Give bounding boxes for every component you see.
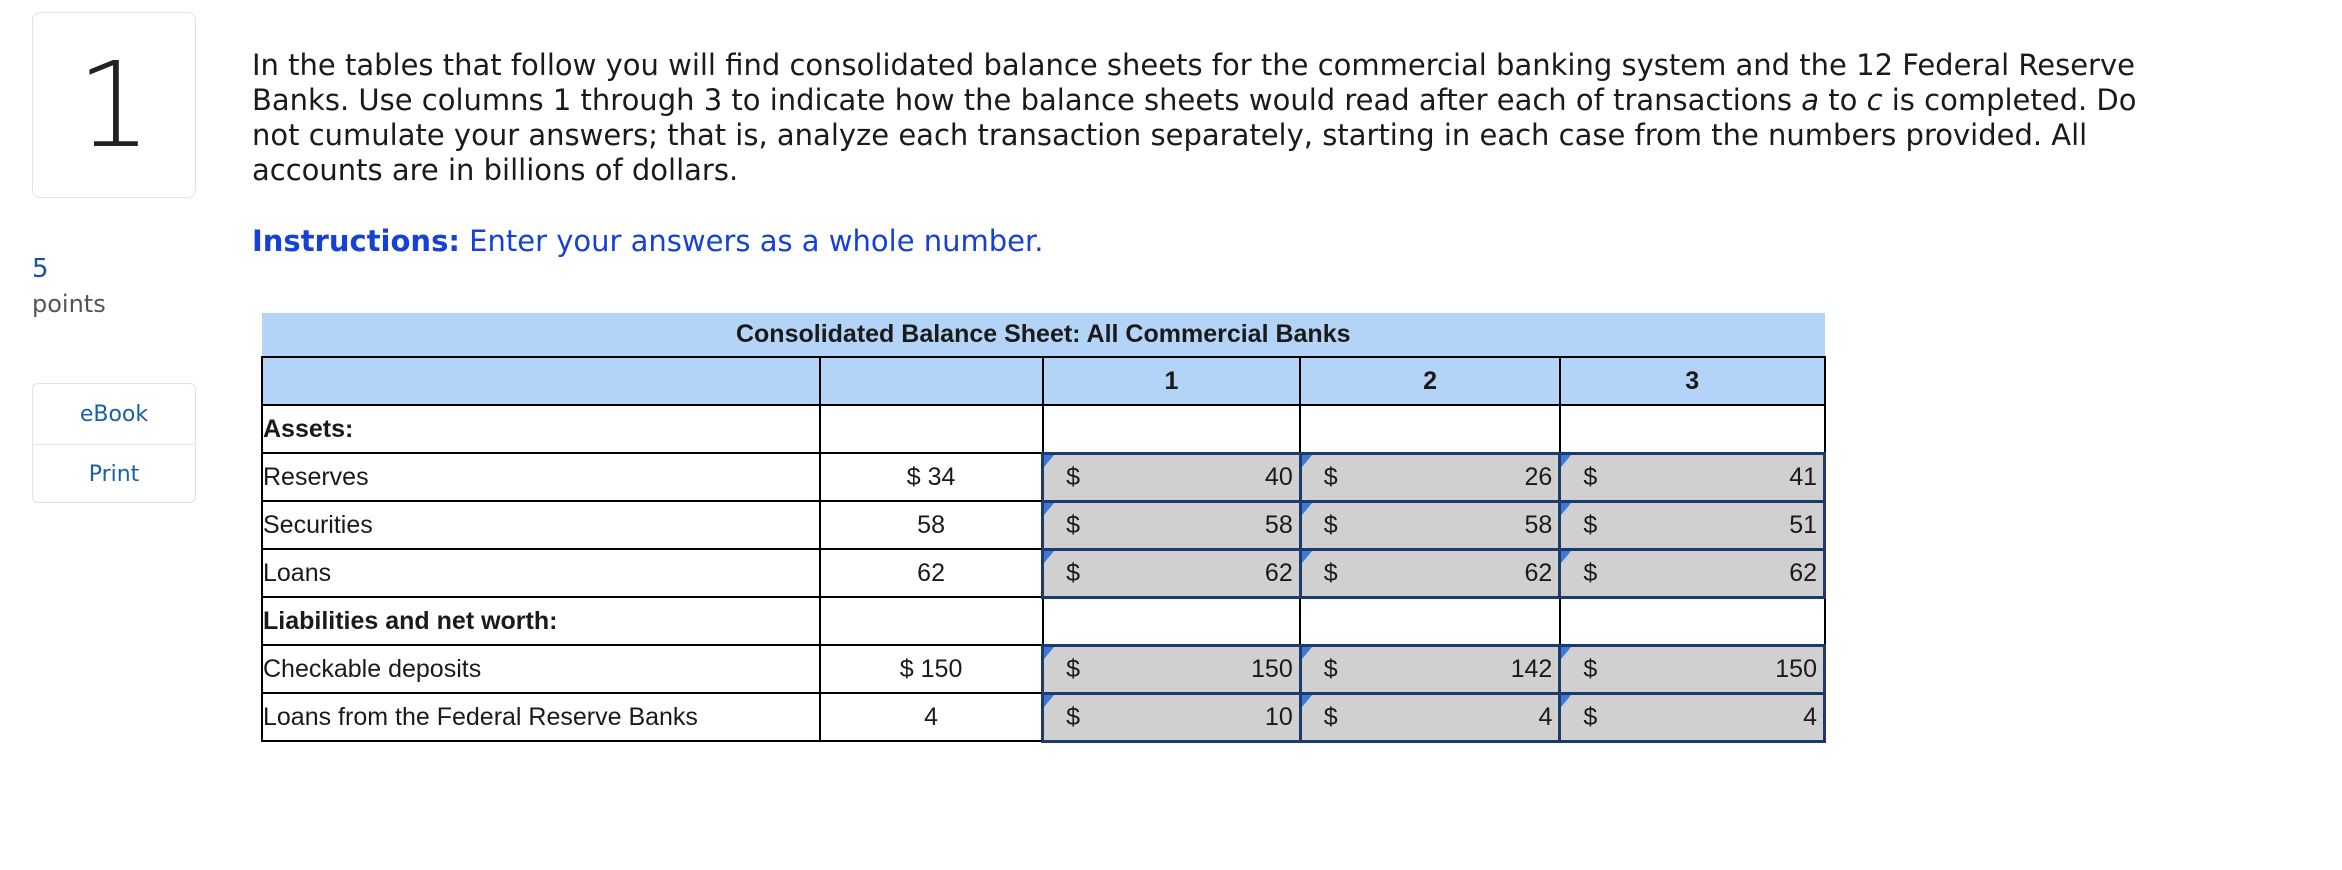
dollar-sign: $ — [1066, 654, 1081, 683]
answer-input-fed-loans-3[interactable] — [1560, 693, 1825, 741]
assets-section-row — [262, 405, 1825, 453]
answer-input-fed-loans-2[interactable] — [1300, 693, 1560, 741]
answer-input-reserves-3[interactable] — [1560, 453, 1825, 501]
flag-icon — [1561, 647, 1571, 659]
given-value: $ 34 — [820, 453, 1043, 501]
answer-value: 4 — [1538, 702, 1553, 731]
empty-cell — [1043, 405, 1301, 453]
question-number: 1 — [76, 36, 152, 174]
answer-value: 62 — [1789, 558, 1817, 587]
answer-value: 142 — [1510, 654, 1553, 683]
answer-input-securities-2[interactable] — [1300, 501, 1560, 549]
answer-value: 40 — [1264, 462, 1293, 491]
assets-label: Assets: — [262, 405, 820, 453]
dollar-sign: $ — [1323, 558, 1338, 587]
answer-input-loans-3[interactable] — [1560, 549, 1825, 597]
column-header-1: 1 — [1043, 357, 1301, 405]
answer-value: 26 — [1524, 462, 1553, 491]
question-text-part-3: is completed. Do not cumulate your answers; that is, analyze each transaction separately, starting in each case from the numbers provided. All accounts are in billions of dollars. — [252, 83, 2137, 187]
question-text-part-2: to — [1819, 83, 1867, 117]
dollar-sign: $ — [1323, 654, 1338, 683]
flag-icon — [1561, 695, 1571, 707]
given-value: 58 — [820, 501, 1043, 549]
liabilities-label: Liabilities and net worth: — [262, 597, 820, 645]
dollar-sign: $ — [1583, 462, 1598, 491]
given-value: $ 150 — [820, 645, 1043, 693]
print-button[interactable]: Print — [33, 444, 195, 504]
answer-value: 150 — [1251, 654, 1293, 683]
flag-icon — [1044, 455, 1054, 467]
table-title: Consolidated Balance Sheet: All Commercial Banks — [262, 313, 1825, 357]
answer-input-reserves-2[interactable] — [1300, 453, 1560, 501]
instructions-label: Instructions: — [252, 224, 460, 258]
answer-value: 10 — [1264, 702, 1293, 731]
dollar-sign: $ — [1066, 462, 1081, 491]
dollar-sign: $ — [1066, 558, 1081, 587]
points-value: 5 — [32, 254, 49, 284]
transaction-c-label: c — [1866, 83, 1883, 117]
dollar-sign: $ — [1323, 462, 1338, 491]
dollar-sign: $ — [1583, 510, 1598, 539]
header-blank-given — [820, 357, 1043, 405]
balance-sheet-table — [261, 313, 1826, 743]
column-header-3: 3 — [1560, 357, 1825, 405]
answer-value: 150 — [1775, 654, 1817, 683]
given-value: 4 — [820, 693, 1043, 741]
answer-value: 58 — [1264, 510, 1293, 539]
question-number-box — [32, 12, 196, 198]
row-label: Loans from the Federal Reserve Banks — [262, 693, 820, 741]
dollar-sign: $ — [1323, 510, 1338, 539]
answer-value: 62 — [1524, 558, 1553, 587]
row-label: Reserves — [262, 453, 820, 501]
header-blank-label — [262, 357, 820, 405]
answer-value: 51 — [1789, 510, 1817, 539]
answer-input-deposits-1[interactable] — [1043, 645, 1301, 693]
flag-icon — [1302, 455, 1312, 467]
empty-cell — [820, 597, 1043, 645]
answer-value: 58 — [1524, 510, 1553, 539]
dollar-sign: $ — [1583, 702, 1598, 731]
liabilities-section-row — [262, 597, 1825, 645]
table-row-securities — [262, 501, 1825, 549]
answer-value: 41 — [1789, 462, 1817, 491]
flag-icon — [1302, 647, 1312, 659]
empty-cell — [1560, 597, 1825, 645]
column-header-2: 2 — [1300, 357, 1560, 405]
dollar-sign: $ — [1583, 654, 1598, 683]
dollar-sign: $ — [1583, 558, 1598, 587]
answer-input-deposits-2[interactable] — [1300, 645, 1560, 693]
table-row-reserves — [262, 453, 1825, 501]
ebook-button[interactable]: eBook — [79, 401, 149, 427]
flag-icon — [1302, 503, 1312, 515]
row-label: Loans — [262, 549, 820, 597]
empty-cell — [1560, 405, 1825, 453]
answer-input-reserves-1[interactable] — [1043, 453, 1301, 501]
flag-icon — [1561, 455, 1571, 467]
dollar-sign: $ — [1066, 702, 1081, 731]
answer-input-securities-1[interactable] — [1043, 501, 1301, 549]
flag-icon — [1302, 551, 1312, 563]
dollar-sign: $ — [1066, 510, 1081, 539]
empty-cell — [1300, 597, 1560, 645]
flag-icon — [1044, 647, 1054, 659]
row-label: Checkable deposits — [262, 645, 820, 693]
flag-icon — [1302, 695, 1312, 707]
answer-input-loans-1[interactable] — [1043, 549, 1301, 597]
answer-input-loans-2[interactable] — [1300, 549, 1560, 597]
table-row-checkable-deposits — [262, 645, 1825, 693]
flag-icon — [1044, 503, 1054, 515]
table-row-fed-loans — [262, 693, 1825, 741]
answer-input-deposits-3[interactable] — [1560, 645, 1825, 693]
table-row-loans — [262, 549, 1825, 597]
dollar-sign: $ — [1323, 702, 1338, 731]
empty-cell — [1300, 405, 1560, 453]
points-label: points — [32, 290, 106, 318]
instructions — [252, 224, 1044, 258]
flag-icon — [1044, 695, 1054, 707]
answer-value: 4 — [1803, 702, 1817, 731]
flag-icon — [1044, 551, 1054, 563]
question-tools — [32, 383, 196, 503]
given-value: 62 — [820, 549, 1043, 597]
empty-cell — [1043, 597, 1301, 645]
answer-input-fed-loans-1[interactable] — [1043, 693, 1301, 741]
empty-cell — [820, 405, 1043, 453]
answer-value: 62 — [1264, 558, 1293, 587]
transaction-a-label: a — [1801, 83, 1820, 117]
instructions-text: Enter your answers as a whole number. — [459, 224, 1044, 258]
answer-input-securities-3[interactable] — [1560, 501, 1825, 549]
flag-icon — [1561, 503, 1571, 515]
question-text — [252, 48, 2152, 188]
flag-icon — [1561, 551, 1571, 563]
question-text-part-1: In the tables that follow you will find consolidated balance sheets for the commercial banking system and the 12 Federal Reserve Banks. Use columns 1 through 3 to indicate how the balance sheets would read after each of transactions — [252, 48, 2135, 117]
row-label: Securities — [262, 501, 820, 549]
